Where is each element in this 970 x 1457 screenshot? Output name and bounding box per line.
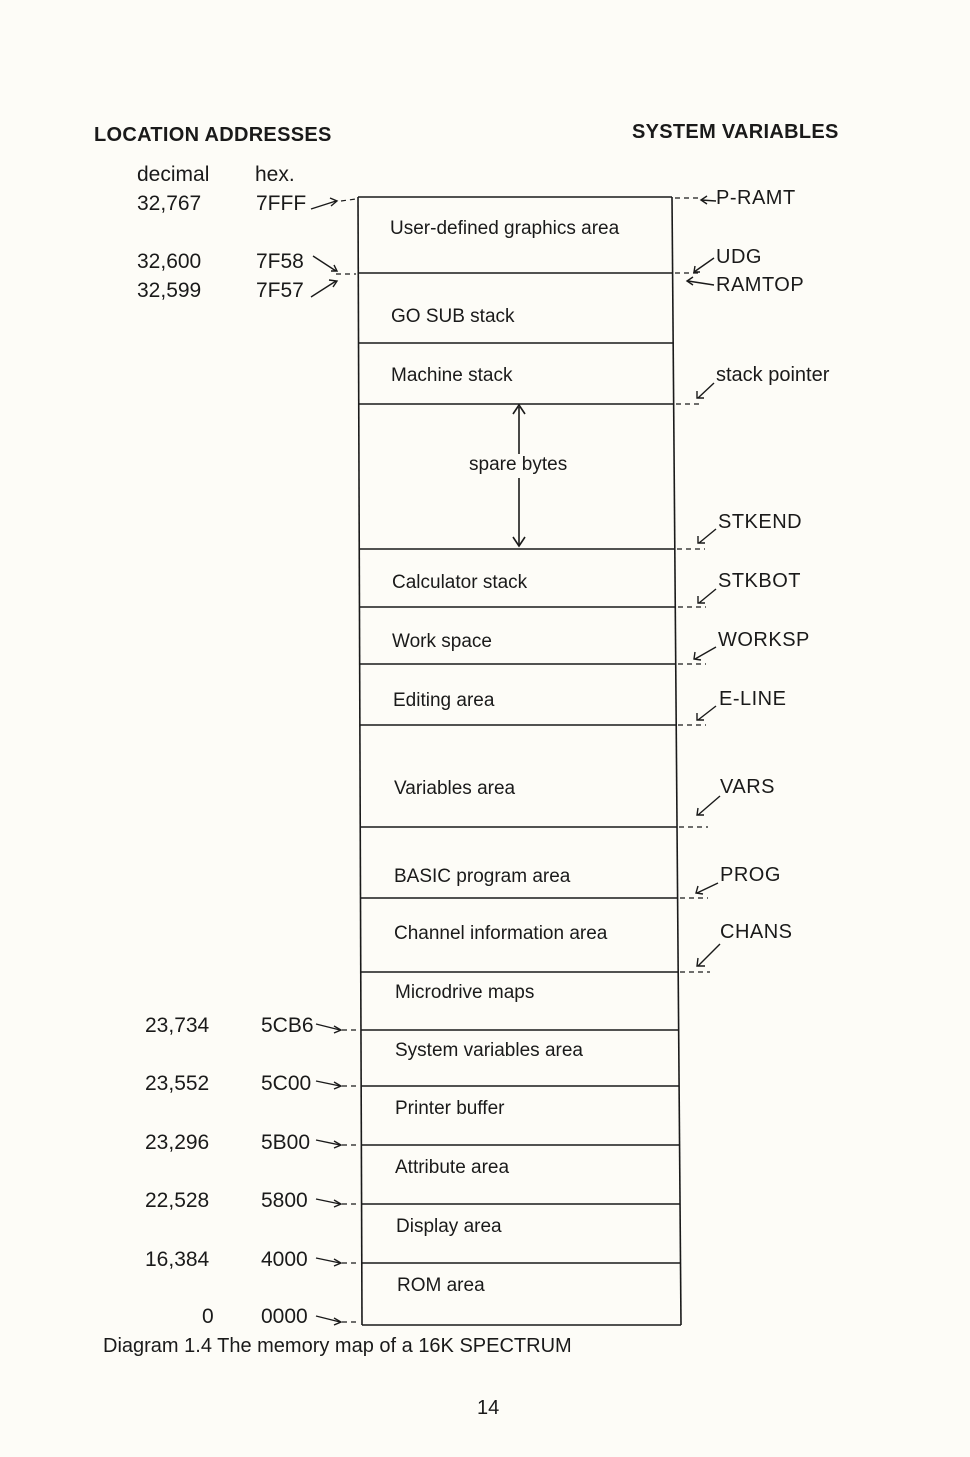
page-number: 14 <box>477 1397 500 1419</box>
hex-address: 5CB6 <box>261 1014 314 1037</box>
sysvar-worksp: WORKSP <box>718 629 810 651</box>
decimal-address: 16,384 <box>145 1248 210 1271</box>
sysvar-p-ramt: P-RAMT <box>716 187 796 209</box>
hex-address: 5B00 <box>261 1131 311 1154</box>
hex-address: 0000 <box>261 1305 308 1328</box>
sysvar-udg: UDG <box>716 246 762 268</box>
region-editing-area: Editing area <box>393 690 495 711</box>
region-spare-bytes: spare bytes <box>469 454 568 475</box>
decimal-column-heading: decimal <box>137 163 210 186</box>
region-machine-stack: Machine stack <box>391 365 513 386</box>
sysvar-e-line: E-LINE <box>719 688 787 710</box>
region-system-variables-area: System variables area <box>395 1040 583 1061</box>
hex-address: 7F57 <box>256 279 304 302</box>
region-user-defined-graphics: User-defined graphics area <box>390 218 620 239</box>
location-addresses-heading: LOCATION ADDRESSES <box>94 124 332 146</box>
hex-address: 4000 <box>261 1248 308 1271</box>
sysvar-vars: VARS <box>720 776 775 798</box>
decimal-address: 32,599 <box>137 279 202 302</box>
hex-address: 5800 <box>261 1189 308 1212</box>
sysvar-stkbot: STKBOT <box>718 570 802 592</box>
decimal-address: 23,552 <box>145 1072 210 1095</box>
region-work-space: Work space <box>392 631 492 652</box>
region-basic-program-area: BASIC program area <box>394 866 571 887</box>
decimal-address: 23,296 <box>145 1131 210 1154</box>
sysvar-stkend: STKEND <box>718 511 803 533</box>
region-channel-information-area: Channel information area <box>394 923 608 944</box>
region-rom-area: ROM area <box>397 1275 485 1296</box>
decimal-address: 32,767 <box>137 192 202 215</box>
sysvar-ramtop: RAMTOP <box>716 274 805 296</box>
hex-address: 7FFF <box>256 192 307 215</box>
decimal-address: 0 <box>202 1305 214 1328</box>
region-gosub-stack: GO SUB stack <box>391 306 515 327</box>
system-variables-heading: SYSTEM VARIABLES <box>632 121 839 143</box>
region-calculator-stack: Calculator stack <box>392 572 528 593</box>
hex-address: 5C00 <box>261 1072 312 1095</box>
hex-address: 7F58 <box>256 250 304 273</box>
decimal-address: 23,734 <box>145 1014 210 1037</box>
diagram-caption: Diagram 1.4 The memory map of a 16K SPECTRUM <box>103 1335 572 1357</box>
sysvar-prog: PROG <box>720 864 781 886</box>
region-attribute-area: Attribute area <box>395 1157 510 1178</box>
decimal-address: 22,528 <box>145 1189 210 1212</box>
region-printer-buffer: Printer buffer <box>395 1098 505 1119</box>
region-display-area: Display area <box>396 1216 502 1237</box>
region-variables-area: Variables area <box>394 778 516 799</box>
sysvar-stack-pointer: stack pointer <box>716 364 830 386</box>
sysvar-chans: CHANS <box>720 921 793 943</box>
hex-column-heading: hex. <box>255 163 295 186</box>
region-microdrive-maps: Microdrive maps <box>395 982 535 1003</box>
decimal-address: 32,600 <box>137 250 202 273</box>
